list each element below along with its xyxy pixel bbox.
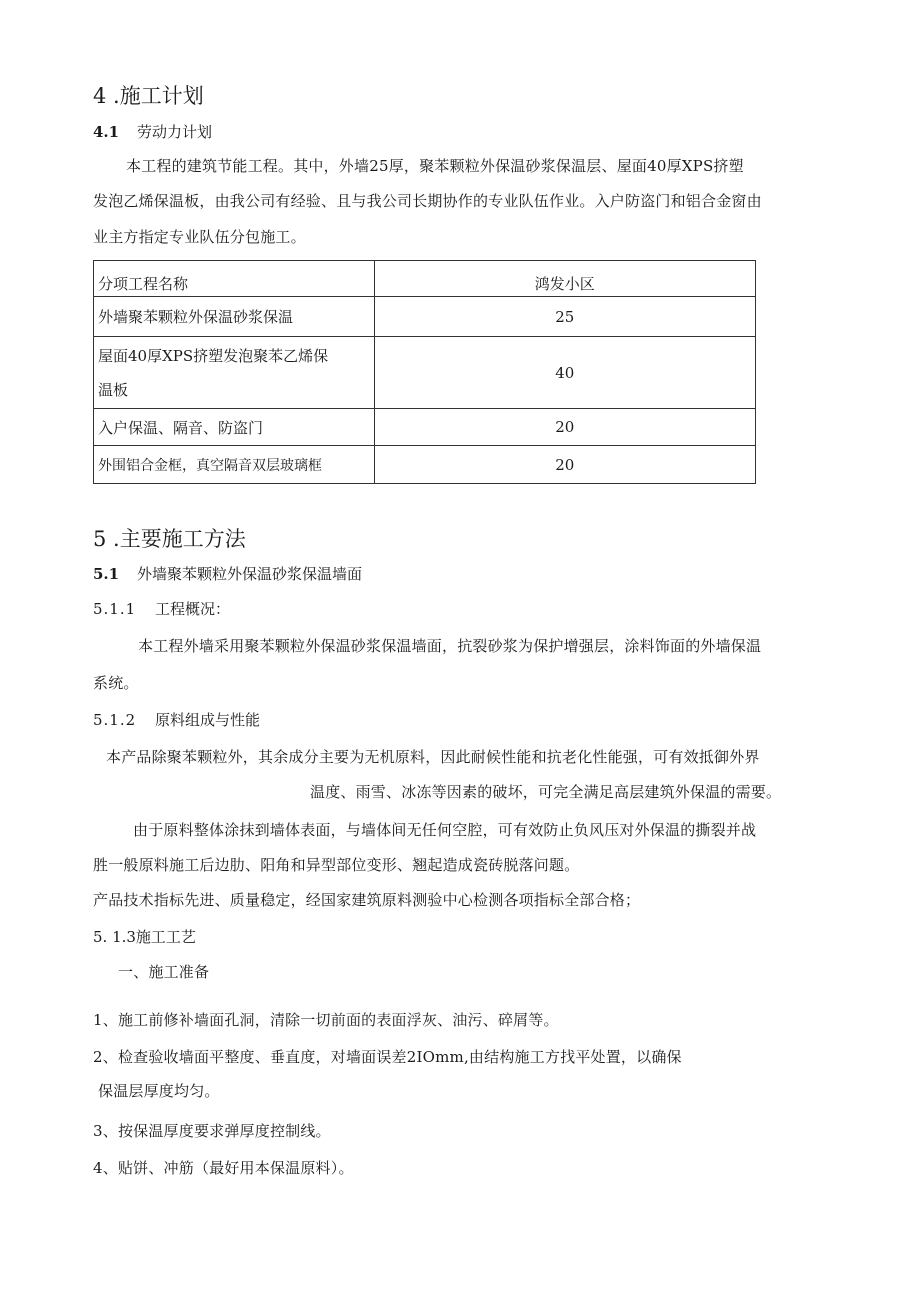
table-row bbox=[94, 446, 756, 484]
section-number: 5.1.1 bbox=[93, 600, 137, 618]
section-number: 5.1.2 bbox=[93, 711, 137, 729]
table-cell-name-line: 温板 bbox=[98, 380, 129, 399]
section-number: 4.1 bbox=[93, 123, 120, 141]
list-item: 1、施工前修补墙面孔洞，清除一切前面的表面浮灰、油污、碎屑等。 bbox=[93, 1011, 559, 1029]
table-cell-value: 25 bbox=[374, 297, 755, 337]
table-row bbox=[94, 337, 756, 409]
paragraph-line: 产品技术指标先进、质量稳定，经国家建筑原料测验中心检测各项指标全部合格； bbox=[93, 891, 641, 909]
table-header-cell: 分项工程名称 bbox=[94, 261, 375, 297]
paragraph-line: 温度、雨雪、冰冻等因素的破坏，可完全满足高层建筑外保温的需要。 bbox=[310, 783, 782, 801]
paragraph-line: 发泡乙烯保温板，由我公司有经验、且与我公司长期协作的专业队伍作业。入户防盗门和铝合金窗由 bbox=[93, 192, 762, 210]
subsection-title: 一、施工准备 bbox=[118, 963, 210, 981]
section-title: 工程概况： bbox=[155, 600, 231, 618]
table-cell-name: 入户保温、隔音、防盗门 bbox=[94, 409, 375, 446]
paragraph-line: 系统。 bbox=[93, 674, 139, 692]
list-item: 2、检查验收墙面平整度、垂直度，对墙面误差2IOmm,由结构施工方找平处置，以确保 bbox=[93, 1048, 682, 1066]
table-cell-name: 外围铝合金框，真空隔音双层玻璃框 bbox=[94, 446, 375, 484]
section-title: 劳动力计划 bbox=[137, 123, 213, 141]
paragraph-line: 本工程外墙采用聚苯颗粒外保温砂浆保温墙面，抗裂砂浆为保护增强层，涂料饰面的外墙保温 bbox=[138, 637, 762, 655]
list-item: 4、贴饼、冲筋（最好用本保温原料）。 bbox=[93, 1159, 354, 1177]
section-5-1-heading bbox=[93, 563, 362, 584]
table-row bbox=[94, 409, 756, 446]
section-5-heading: 5 .主要施工方法 bbox=[93, 527, 246, 551]
section-5-1-2-heading bbox=[93, 709, 260, 730]
section-number: 5.1 bbox=[93, 565, 120, 583]
table-cell-name-line: 屋面40厚XPS挤塑发泡聚苯乙烯保 bbox=[98, 346, 329, 365]
table-cell-value: 20 bbox=[374, 446, 755, 484]
section-5-1-1-heading bbox=[93, 598, 230, 619]
table-header-cell: 鸿发小区 bbox=[374, 261, 755, 297]
section-5-1-3-heading: 5. 1.3施工工艺 bbox=[93, 928, 196, 946]
table-cell-value: 40 bbox=[374, 337, 755, 409]
paragraph-line: 由于原料整体涂抹到墙体表面，与墙体间无任何空腔，可有效防止负风压对外保温的撕裂并战 bbox=[133, 821, 757, 839]
labor-plan-table bbox=[93, 260, 756, 484]
section-4-1-heading bbox=[93, 121, 212, 142]
paragraph-line: 业主方指定专业队伍分包施工。 bbox=[93, 228, 306, 246]
table-cell-name bbox=[94, 337, 375, 409]
paragraph-line: 本工程的建筑节能工程。其中，外墙25厚，聚苯颗粒外保温砂浆保温层、屋面40厚XPS挤塑 bbox=[126, 157, 744, 175]
paragraph-line: 胜一般原料施工后边肋、阳角和异型部位变形、翘起造成瓷砖脱落问题。 bbox=[93, 856, 580, 874]
list-item: 保温层厚度均匀。 bbox=[98, 1082, 220, 1100]
table-cell-name: 外墙聚苯颗粒外保温砂浆保温 bbox=[94, 297, 375, 337]
section-4-heading: 4 .施工计划 bbox=[93, 84, 204, 108]
table-header-row bbox=[94, 261, 756, 297]
paragraph-line: 本产品除聚苯颗粒外，其余成分主要为无机原料，因此耐候性能和抗老化性能强，可有效抵御外界 bbox=[106, 748, 760, 766]
section-title: 原料组成与性能 bbox=[155, 711, 261, 729]
section-title: 外墙聚苯颗粒外保温砂浆保温墙面 bbox=[137, 565, 363, 583]
list-item: 3、按保温厚度要求弹厚度控制线。 bbox=[93, 1122, 331, 1140]
table-cell-value: 20 bbox=[374, 409, 755, 446]
table-row bbox=[94, 297, 756, 337]
